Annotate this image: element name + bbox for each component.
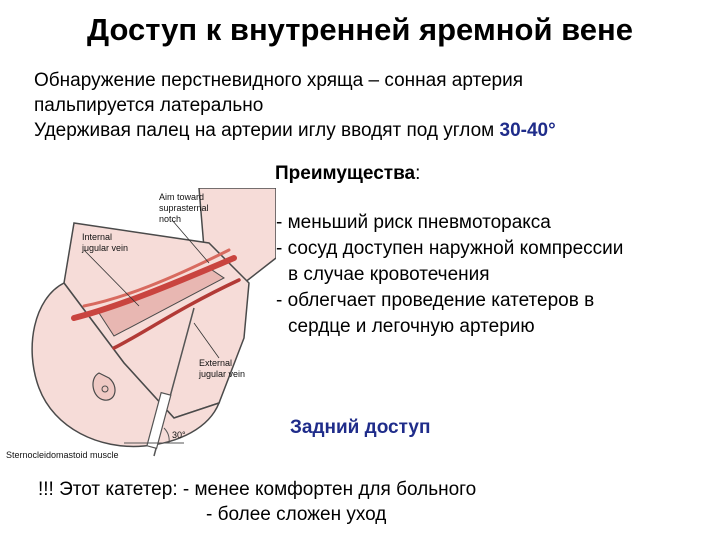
warning-line-2: - более сложен уход	[206, 504, 387, 525]
approach-label: Задний доступ	[290, 417, 431, 438]
label-ijv-1: Internal	[82, 232, 113, 242]
advantage-item-continuation: сердце и легочную артерию	[288, 316, 535, 337]
advantages-title: Преимущества	[275, 163, 416, 184]
warning-text	[38, 477, 476, 527]
intro-line-3	[34, 118, 694, 143]
advantages-list	[276, 210, 706, 340]
label-ijv-2: jugular vein	[82, 243, 129, 253]
slide-title: Доступ к внутренней яремной вене	[87, 12, 633, 47]
needle-angle: 30-40°	[499, 120, 556, 141]
warning-line-1: !!! Этот катетер: - менее комфортен для больного	[38, 479, 477, 500]
advantages-colon: :	[415, 163, 421, 184]
intro-line-2: пальпируется латерально	[34, 95, 264, 116]
label-ejv-2: jugular vein	[199, 369, 246, 379]
advantages-heading	[275, 163, 420, 185]
label-ejv-1: External	[199, 358, 233, 368]
label-angle: 30°	[172, 430, 186, 440]
anatomy-illustration	[4, 188, 276, 460]
intro-text	[34, 68, 694, 143]
advantage-item: - облегчает проведение катетеров в	[276, 290, 595, 311]
advantage-item: - сосуд доступен наружной компрессии	[276, 238, 624, 259]
intro-line-3-text: Удерживая палец на артерии иглу вводят под углом	[34, 120, 500, 141]
label-aim-1: Aim toward	[159, 192, 205, 202]
advantage-item: - меньший риск пневмоторакса	[276, 212, 551, 233]
label-aim-2: suprasternal	[159, 203, 209, 213]
label-aim-3: notch	[159, 214, 182, 224]
label-scm: Sternocleidomastoid muscle	[6, 450, 119, 460]
advantage-item-continuation: в случае кровотечения	[288, 264, 490, 285]
neck-anatomy-drawing	[4, 188, 276, 460]
intro-line-1: Обнаружение перстневидного хряща – сонная артерия	[34, 70, 524, 91]
